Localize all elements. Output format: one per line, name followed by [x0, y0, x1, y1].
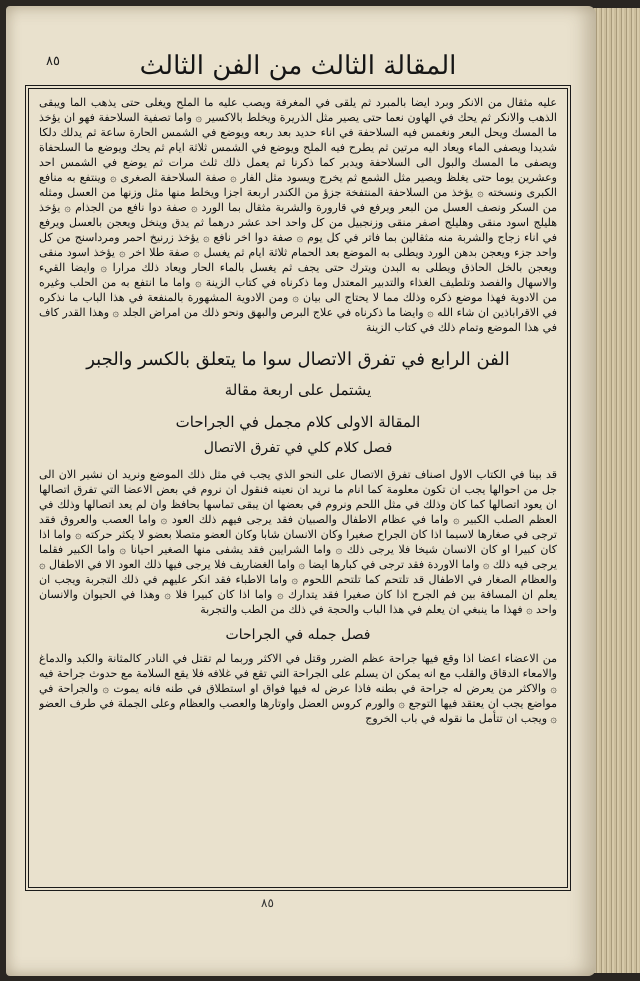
passage-3: من الاعضاء اعضا اذا وقع فيها جراحة عظم الضرر وقتل في الاكثر وربما لم تقتل في النادر كالمثانة والكبد والدماغ والامعاء الدقاق والقلب مع انه يمكن ان يسلم على الجراحة التي تقع في غلافه فلا يقع السلامة مع حدوث جراحة فيه ۞ والاكثر من يعرض له جراحة في بطنه فاذا عرض له فيها فواق او استطلاق في طنه فانه يموت ۞ والجراحة في مواضع يجب ان يعتقد فيها التوجع ۞ والورم كروس العضل واوتارها والعصب والعظام وعلى الجملة في طرف العضو ۞ ويجب ان تتأمل ما نقوله في باب الخروج: [39, 652, 557, 725]
chapter-2-heading: فصل جمله في الجراحات: [225, 627, 371, 643]
book-page: [6, 6, 596, 976]
page-number: ٨٥: [261, 896, 274, 910]
part-heading: الفن الرابع في تفرق الاتصال سوا ما يتعلق بالكسر والجبر: [86, 349, 510, 370]
running-title: المقالة الثالث من الفن الثالث: [139, 51, 457, 81]
chapter-heading: فصل كلام كلي في تفرق الاتصال: [203, 440, 393, 456]
passage-1: عليه مثقال من الانكر وبرد ايضا بالمبرد ثم يلقى في المغرفة ويصب عليه ما الملح ويغلى حتى يذهب الما ويبقى الذهب والانكر ثم يحك في الهاون نعما حتى يصير مثل الذريرة ويخلط بالاكسير ۞ واما تصفية السلاحفة فهو ان يؤخذ ما المسك ويحل البعر ونغمس فيه السلاحفة في اناء حديد بعد ربعه ويوضع في الشمس الحارة ساعة ثم يدلك دلكا شديدا ويصفى الماء ويعاد اليه مرتين ثم يطرح فيه الملح ويوضع في الشمس ثلاثة ايام ثم يحك ويوضع ما السلحفاة ويصفى ما المسك والبول الى السلاحفة ويدبر كما ذكرنا ثم يعمل ذلك ثلث مرات ثم يوضع في الشمس احد وعشرين يوما حتى يغلظ ويصير مثل الشمع ثم يخرج ويسود مثل الفار ۞ صفة السلاحفة الصغرى ۞ وينتفع به منافع الكبرى ونسخته ۞ يؤخذ من السلاحفة المنتفخة جزؤ من الكندر اربعة اجزا ويخلط منها مثل وزنها من العسل ومثله من السكر ونصف العسل من البعر ويرفع في قارورة والشربة مثقال بما الورد ۞ صفة دوا نافع من الجذام ۞ يؤخذ هليلج اسود منقى وهليلج اصفر منقى وزنجبيل من كل واحد احد عشر درهما ثم يدق وينخل ويعجن بالعسل ويرفع في اناء زجاج والشربة منه مثقالين بما فاتر في كل يوم ۞ صفة دوا اخر نافع ۞ يؤخذ زرنيخ احمر ومرداسنج من كل واحد جزء ويعجن بدهن الورد ويطلى به الموضع بعد الحمام ثلاثة ايام ثم يغسل ۞ صفة طلا اخر ۞ يؤخذ اسود منقى ويعجن بالخل الحاذق ويطلى به البدن ويترك حتى يجف ثم يغسل بالماء الحار ويعاد ذلك مرارا ۞ وايضا القيء والاسهال والفصد وتلطيف الغذاء والتدبير المعتدل وما ذكرناه في كتاب الزينة ۞ واما ما انتفع به من الحلب وغيره من الادوية فهذا موضع ذكره وذلك مما لا يحتاج الى بيان ۞ ومن الادوية المشهورة بالمنفعة في هذا الباب ما نذكره في الاقراباذين ان شاء الله ۞ وايضا ما ذكرناه في علاج البرص والبهق ونحو ذلك من امراض الجلد ۞ وهذا القدر كاف في هذا الموضع وتمام ذلك في كتاب الزينة: [39, 96, 557, 334]
text-frame: [28, 88, 568, 888]
passage-2: قد بينا في الكتاب الاول اصناف تفرق الاتصال على النحو الذي يجب في مثل ذلك الموضع ونريد ان نشير الان الى جل من احوالها يجب ان تكون معلومة كما انام ما نريد ان نعينه فنقول ان نروم في بعض الاعضا التي تفرق اتصالها ان يعود اتصالها كما كان وذلك في مثل اللحم ونروم في بعضها ان يبقى تماسها بحافظ وان لم يعد اتصالها وذلك في العظم الصلب الكبير ۞ واما في عظام الاطفال والصبيان فقد يرجى فيهم ذلك العود ۞ واما العصب والعروق فقد ترجى في صغارها لاسيما اذا كان الجراح صغيرا وكان الانسان شابا وكان العضو متصلا بعضو لا يكثر حركته ۞ واما اذا كان كبيرا او كان الانسان شيخا فلا يرجى ذلك ۞ واما الشرايين فقد يشفى منها الصغير احيانا ۞ واما الكبير فقلما يرجى فيه ذلك ۞ واما الاوردة فقد ترجى في كبارها ايضا ۞ واما الغضاريف فلا يرجى فيها ذلك العود الا في الاطفال ۞ والعظام الصغار في الاطفال قد تلتحم كما تلتحم اللحوم ۞ واما الاطباء فقد انكر عليهم في ذلك التجربة ويجب ان يعلم ان المسافة بين فم الجرح اذا كان صغيرا فقد يتدارك ۞ واما اذا كان كبيرا فلا ۞ وهذا في الحيوان والانسان واحد ۞ فهذا ما ينبغي ان يعلم في هذا الباب والحجة في ذلك من الطب والتجربة: [39, 468, 557, 616]
section-heading: المقالة الاولى كلام مجمل في الجراحات: [175, 413, 421, 431]
part-subheading: يشتمل على اربعة مقالة: [224, 381, 372, 399]
book-page-stack: [593, 8, 640, 973]
page-header: [28, 46, 568, 86]
folio-number: ٨٥: [46, 54, 60, 69]
